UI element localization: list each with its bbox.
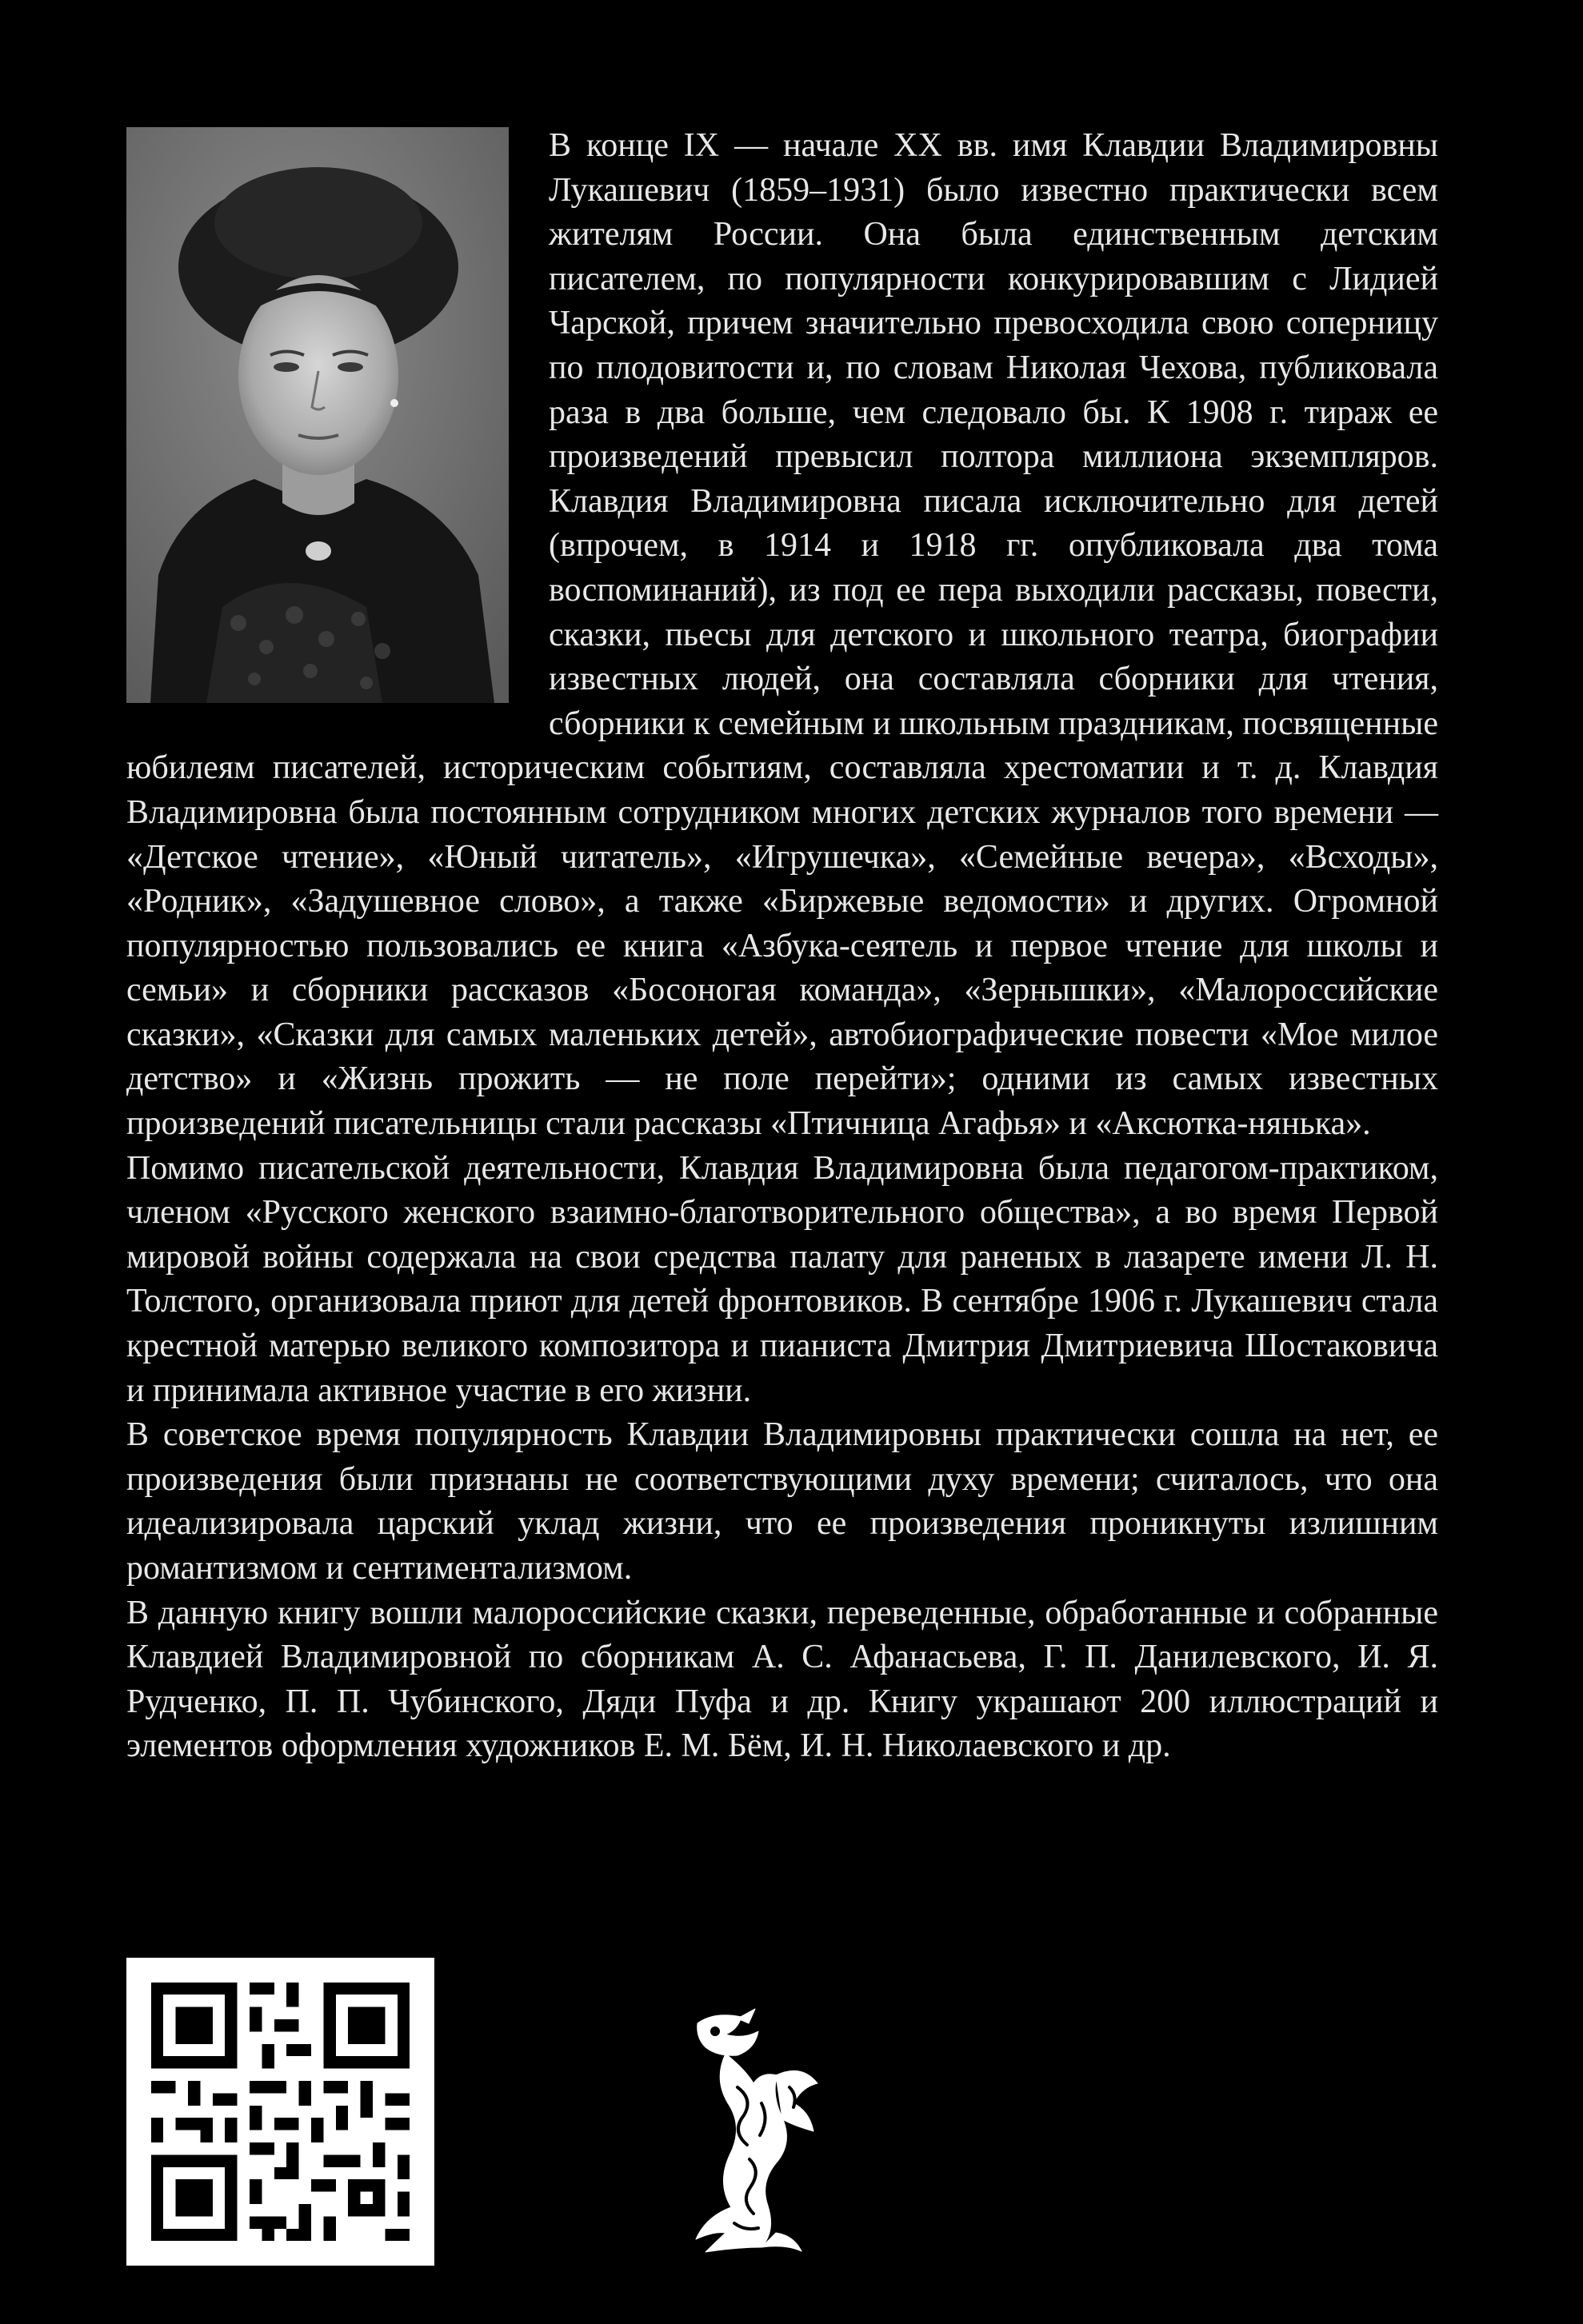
paragraph-biography: В конце IX — начале XX вв. имя Клавдии Владимировны Лукашевич (1859–1931) было известно практически всем жителям России. Она была единственным детским писателем, по популярности конкурировавшим с Лидией Чарской, причем значительно превосходила свою соперницу по плодовитости и, по словам Николая Чехова, публиковала раза в два больше, чем следовало бы. К 1908 г. тираж ее произведений превысил полтора миллиона экземпляров. Клавдия Владимировна писала исключительно для детей (впрочем, в 1914 и 1918 гг. опубликовала два тома воспоминаний), из под ее пера выходили рассказы, повести, сказки, пьесы для детского и школьного театра, биографии известных людей, она составляла сборники для чтения, сборники к семейным и школьным праздникам, посвященные юбилеям писателей, историческим событиям, составляла хрестоматии и т. д. Клавдия Владимировна была постоянным сотрудником многих детских журналов того времени — «Детское чтение», «Юный читатель», «Игрушечка», «Семейные вечера», «Всходы», «Родник», «Задушевное слово», а также «Биржевые ведомости» и других. Огромной популярностью пользовались ее книга «Азбука-сеятель и первое чтение для школы и семьи» и сборники рассказов «Босоногая команда», «Зернышки», «Малороссийские сказки», «Сказки для самых маленьких детей», автобиографические повести «Мое милое детство» и «Жизнь прожить — не поле перейти»; одними из самых известных произведений писательницы стали рассказы «Птичница Агафья» и «Аксютка-нянька». (126, 127, 1438, 1143)
author-portrait (126, 127, 509, 703)
qr-code[interactable] (126, 1958, 434, 2266)
qr-code-icon (126, 1958, 434, 2266)
portrait-photo-icon (126, 127, 509, 703)
annotation-text (126, 124, 1438, 1769)
publisher-emblem (682, 2007, 825, 2255)
dragon-emblem-icon (682, 2007, 825, 2255)
paragraph-activities: Помимо писательской деятельности, Клавдия Владимировна была педагогом-практиком, членом «Русского женского взаимно-благотворительного общества», а во время Первой мировой войны содержала на свои средства палату для раненых в лазарете имени Л. Н. Толстого, организовала приют для детей фронтовиков. В сентябре 1906 г. Лукашевич стала крестной матерью великого композитора и пианиста Дмитрия Дмитриевича Шостаковича и принимала активное участие в его жизни. (126, 1149, 1438, 1409)
paragraph-book-contents: В данную книгу вошли малороссийские сказки, переведенные, обработанные и собранные Клавдией Владимировной по сборникам А. С. Афанасьева, Г. П. Данилевского, И. Я. Рудченко, П. П. Чубинского, Дяди Пуфа и др. Книгу украшают 200 иллюстраций и элементов оформления художников Е. М. Бём, И. Н. Николаевского и др. (126, 1594, 1438, 1765)
paragraph-soviet-era: В советское время популярность Клавдии Владимировны практически сошла на нет, ее произведения были признаны не соответствующими духу времени; считалось, что она идеализировала царский уклад жизни, что ее произведения проникнуты излишним романтизмом и сентиментализмом. (126, 1416, 1438, 1587)
